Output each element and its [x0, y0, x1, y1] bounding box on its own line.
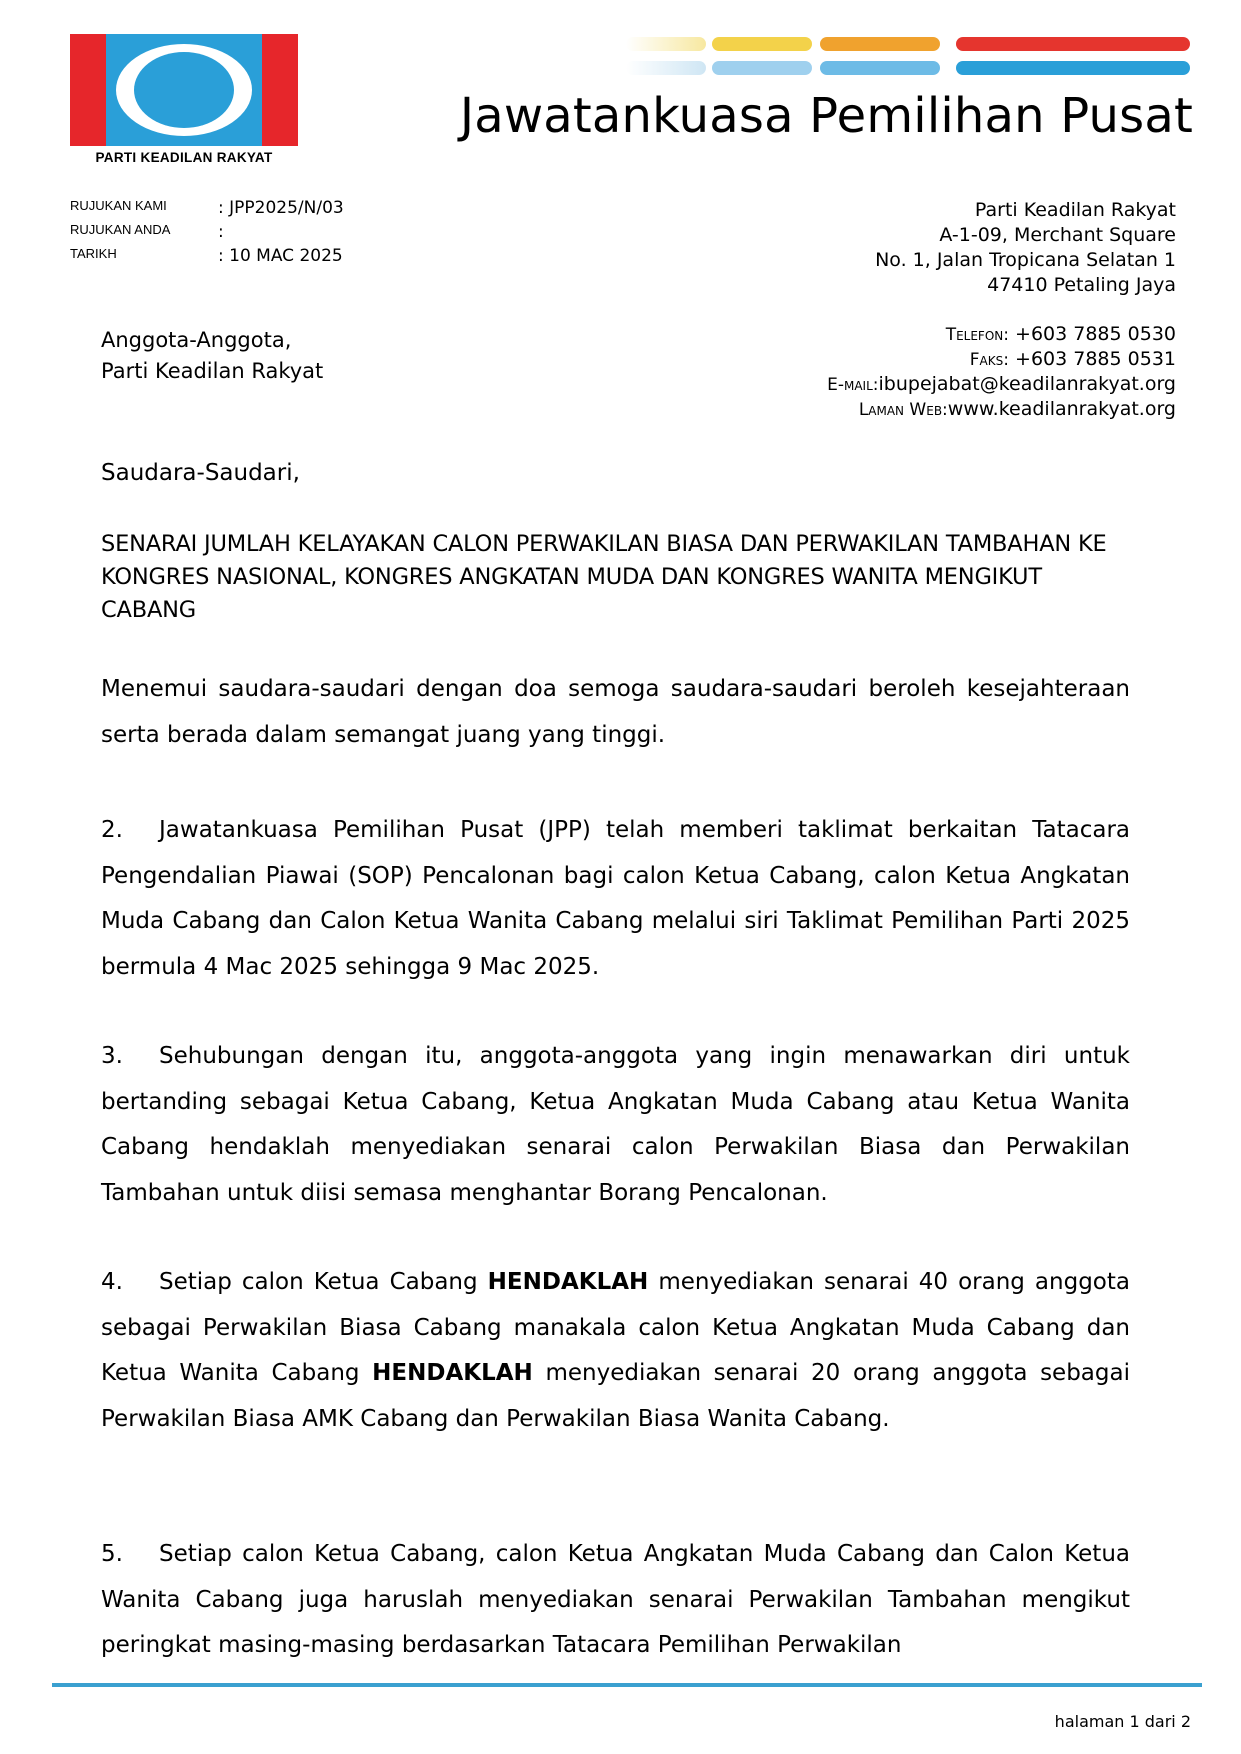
fax-row [970, 348, 1176, 370]
paragraph-4-emphasis-2: HENDAKLAH [372, 1360, 533, 1386]
your-ref-label: RUJUKAN ANDA [70, 222, 171, 237]
strip-top-4 [956, 37, 1190, 51]
strip-bottom-3 [820, 61, 940, 75]
page-number: halaman 1 dari 2 [1054, 1712, 1191, 1731]
address-line2: No. 1, Jalan Tropicana Selatan 1 [875, 249, 1176, 271]
logo-red-bar-right [262, 34, 298, 146]
paragraph-5-text: Setiap calon Ketua Cabang, calon Ketua Angkatan Muda Cabang dan Calon Ketua Wanita Cabang juga haruslah menyediakan senarai Perwakilan Tambahan mengikut peringkat masing-masing berdasarkan Tatacara Pemilihan Perwakilan [101, 1541, 1130, 1658]
paragraph-4-text-c: menyediakan senarai 20 orang anggota sebagai Perwakilan Biasa AMK Cabang dan Perwakilan Biasa Wanita Cabang. [101, 1360, 1130, 1432]
strip-bottom-4 [956, 61, 1190, 75]
email-row [827, 373, 1176, 395]
phone-row [946, 323, 1176, 345]
address-line3: 47410 Petaling Jaya [987, 274, 1176, 296]
strip-top-2 [712, 37, 812, 51]
web-value: www.keadilanrakyat.org [947, 398, 1176, 420]
logo-red-bar-left [70, 34, 106, 146]
our-ref-value: : JPP2025/N/03 [218, 198, 344, 218]
address-line1: A-1-09, Merchant Square [939, 224, 1176, 246]
phone-value: +603 7885 0530 [1008, 323, 1176, 345]
paragraph-2-text: Jawatankuasa Pemilihan Pusat (JPP) telah memberi taklimat berkaitan Tatacara Pengendalian Piawai (SOP) Pencalonan bagi calon Ketua Cabang, calon Ketua Angkatan Muda Cabang dan Calon Ketua Wanita Cabang melalui siri Taklimat Pemilihan Parti 2025 bermula 4 Mac 2025 sehingga 9 Mac 2025. [101, 817, 1130, 980]
web-row [859, 398, 1176, 420]
paragraph-4-text-b: menyediakan senarai 40 orang anggota sebagai Perwakilan Biasa Cabang manakala calon Ketua Angkatan Muda Cabang dan Ketua Wanita Cabang [101, 1269, 1130, 1386]
date-value: : 10 MAC 2025 [218, 246, 343, 266]
paragraph-3 [101, 1034, 1130, 1216]
your-ref-value: : [218, 222, 224, 242]
date-label: TARIKH [70, 246, 117, 261]
recipient-line2: Parti Keadilan Rakyat [101, 359, 324, 383]
footer-divider [52, 1683, 1202, 1687]
logo-ring [116, 44, 252, 136]
paragraph-4-text-a: Setiap calon Ketua Cabang [159, 1269, 488, 1295]
committee-title: Jawatankuasa Pemilihan Pusat [459, 88, 1193, 144]
strip-bottom-2 [712, 61, 812, 75]
paragraph-3-number: 3. [101, 1043, 123, 1069]
recipient-line1: Anggota-Anggota, [101, 328, 292, 352]
our-ref-label: RUJUKAN KAMI [70, 198, 167, 213]
paragraph-4-emphasis-1: HENDAKLAH [487, 1269, 649, 1295]
paragraph-4 [101, 1260, 1130, 1442]
paragraph-5 [101, 1532, 1130, 1669]
paragraph-3-text: Sehubungan dengan itu, anggota-anggota yang ingin menawarkan diri untuk bertanding sebagai Ketua Cabang, Ketua Angkatan Muda Cabang atau Ketua Wanita Cabang hendaklah menyediakan senarai calon Perwakilan Biasa dan Perwakilan Tambahan untuk diisi semasa menghantar Borang Pencalonan. [101, 1043, 1130, 1206]
strip-bottom-1 [626, 61, 706, 75]
email-value: ibupejabat@keadilanrakyat.org [878, 373, 1176, 395]
strip-top-1 [626, 37, 706, 51]
email-label: E-mail: [827, 375, 879, 395]
address-org: Parti Keadilan Rakyat [974, 199, 1176, 221]
salutation: Saudara-Saudari, [101, 460, 300, 486]
paragraph-2 [101, 808, 1130, 990]
web-label: Laman Web: [858, 400, 948, 420]
phone-label: Telefon: [945, 325, 1009, 345]
strip-top-3 [820, 37, 940, 51]
paragraph-5-number: 5. [101, 1541, 123, 1567]
logo-text: PARTI KEADILAN RAKYAT [95, 150, 273, 165]
fax-label: Faks: [969, 350, 1009, 370]
paragraph-2-number: 2. [101, 817, 123, 843]
party-logo [70, 34, 298, 166]
paragraph-4-number: 4. [101, 1269, 123, 1295]
fax-value: +603 7885 0531 [1008, 348, 1176, 370]
logo-emblem [70, 34, 298, 146]
paragraph-1: Menemui saudara-saudari dengan doa semoga saudara-saudari beroleh kesejahteraan serta berada dalam semangat juang yang tinggi. [101, 676, 1130, 748]
letter-heading: SENARAI JUMLAH KELAYAKAN CALON PERWAKILAN BIASA DAN PERWAKILAN TAMBAHAN KE KONGRES NASIONAL, KONGRES ANGKATAN MUDA DAN KONGRES WANITA MENGIKUT CABANG [101, 531, 1107, 623]
